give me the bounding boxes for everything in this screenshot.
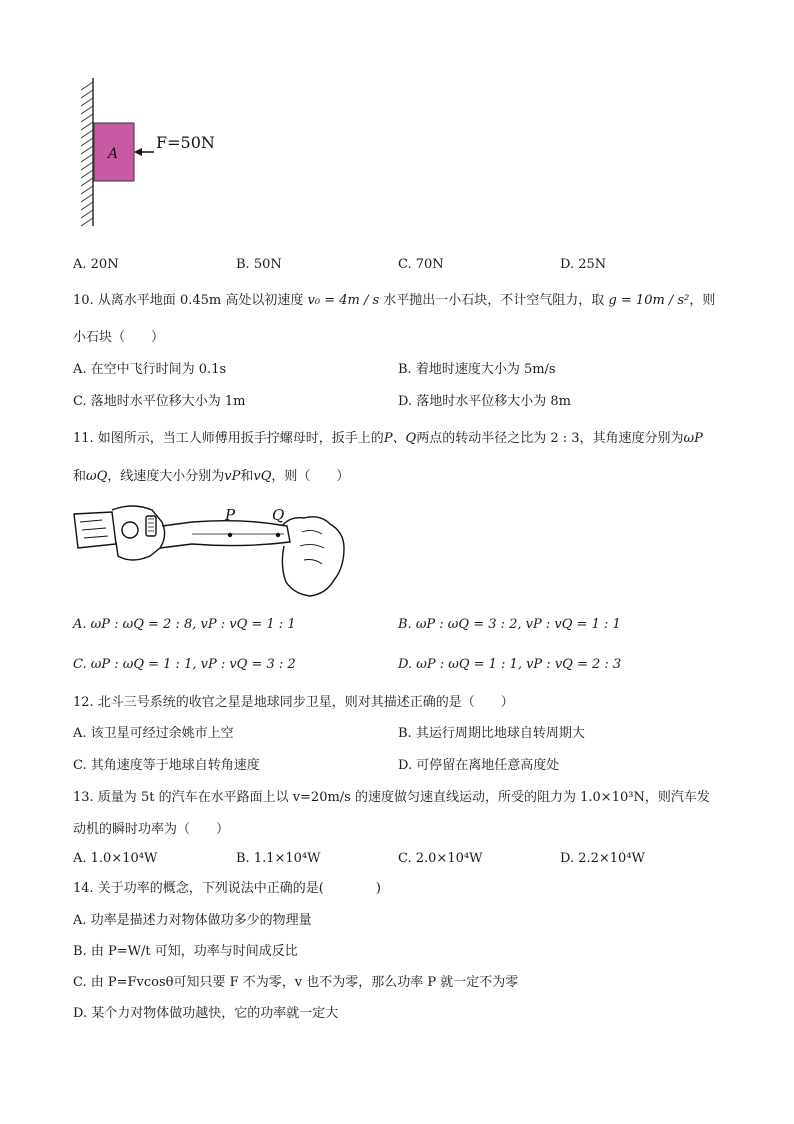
bolt-plate [74, 512, 116, 548]
q11-omega-q: ωQ [86, 469, 108, 484]
q11-text: 11. 如图所示，当工人师傅用扳手拧螺母时，扳手上的 [73, 431, 384, 446]
q12-option-b: B. 其运行周期比地球自转周期大 [398, 726, 585, 741]
q11-text-and: 和 [73, 469, 87, 484]
q9-option-c: C. 70N [398, 257, 444, 272]
q11-omega-p: ωP [683, 431, 703, 446]
q11-text-and2: 和 [240, 469, 254, 484]
q13-option-c: C. 2.0×10⁴W [398, 851, 483, 866]
q14-option-c: C. 由 P=Fvcosθ可知只要 F 不为零，v 也不为零，那么功率 P 就一定不为零 [73, 975, 519, 990]
q10-option-b: B. 着地时速度大小为 5m/s [398, 362, 556, 377]
point-q [276, 533, 280, 537]
point-p [228, 533, 232, 537]
q12-option-d: D. 可停留在离地任意高度处 [398, 758, 560, 773]
q11-stem-line1 [73, 430, 703, 448]
force-label: F=50N [156, 133, 215, 152]
q10-text-mid: 水平抛出一小石块，不计空气阻力，取 [383, 293, 605, 308]
q10-stem-line1 [73, 292, 715, 310]
label-p: P [225, 506, 236, 524]
q10-v0: v₀ = 4m / s [307, 293, 380, 308]
q13-option-d: D. 2.2×10⁴W [560, 851, 645, 866]
q11-option-a: A. ωP : ωQ = 2 : 8, vP : vQ = 1 : 1 [73, 617, 296, 632]
q10-stem-line2: 小石块（ ） [73, 330, 165, 345]
hand [282, 517, 344, 596]
wall-hatching [81, 78, 93, 226]
q10-text: 10. 从离水平地面 0.45m 高处以初速度 [73, 293, 304, 308]
q10-text-post: ，则 [689, 293, 716, 308]
q11-option-d: D. ωP : ωQ = 1 : 1, vP : vQ = 2 : 3 [398, 657, 622, 672]
q11-option-b: B. ωP : ωQ = 3 : 2, vP : vQ = 1 : 1 [398, 617, 621, 632]
q10-option-c: C. 落地时水平位移大小为 1m [73, 394, 246, 409]
q13-option-b: B. 1.1×10⁴W [236, 851, 321, 866]
force-arrowhead [134, 148, 142, 156]
block-a-label: A [108, 146, 119, 162]
q13-stem-line1: 13. 质量为 5t 的汽车在水平路面上以 v=20m/s 的速度做匀速直线运动，所受的阻力为 1.0×10³N，则汽车发 [73, 790, 710, 805]
q14-option-d: D. 某个力对物体做功越快，它的功率就一定大 [73, 1006, 339, 1021]
q14-option-a: A. 功率是描述力对物体做功多少的物理量 [73, 913, 312, 928]
wrench-figure [72, 502, 352, 602]
q13-option-a: A. 1.0×10⁴W [73, 851, 158, 866]
q12-option-c: C. 其角速度等于地球自转角速度 [73, 758, 260, 773]
q11-vq: vQ [253, 469, 272, 484]
q9-option-d: D. 25N [560, 257, 607, 272]
q9-option-a: A. 20N [73, 257, 119, 272]
q9-option-b: B. 50N [236, 257, 282, 272]
q11-stem-line2 [73, 468, 349, 486]
q14-option-b: B. 由 P=W/t 可知，功率与时间成反比 [73, 944, 298, 959]
q10-option-a: A. 在空中飞行时间为 0.1s [73, 362, 227, 377]
block-wall-figure [76, 78, 226, 228]
q13-stem-line2: 动机的瞬时功率为（ ） [73, 822, 230, 837]
q11-vp: vP [224, 469, 241, 484]
q11-text-mid: 两点的转动半径之比为 2 : 3，其角速度分别为 [416, 431, 684, 446]
q10-g: g = 10m / s² [608, 293, 690, 308]
q11-pq: P、Q [383, 431, 417, 446]
q12-option-a: A. 该卫星可经过余姚市上空 [73, 726, 234, 741]
q11-option-c: C. ωP : ωQ = 1 : 1, vP : vQ = 3 : 2 [73, 657, 296, 672]
label-q: Q [272, 506, 285, 524]
q14-stem: 14. 关于功率的概念，下列说法中正确的是( ) [73, 881, 381, 896]
q10-option-d: D. 落地时水平位移大小为 8m [398, 394, 571, 409]
q12-stem: 12. 北斗三号系统的收官之星是地球同步卫星，则对其描述正确的是（ ） [73, 695, 514, 710]
q11-text-mid2: ，线速度大小分别为 [107, 469, 225, 484]
q11-text-post: ，则（ ） [271, 469, 350, 484]
